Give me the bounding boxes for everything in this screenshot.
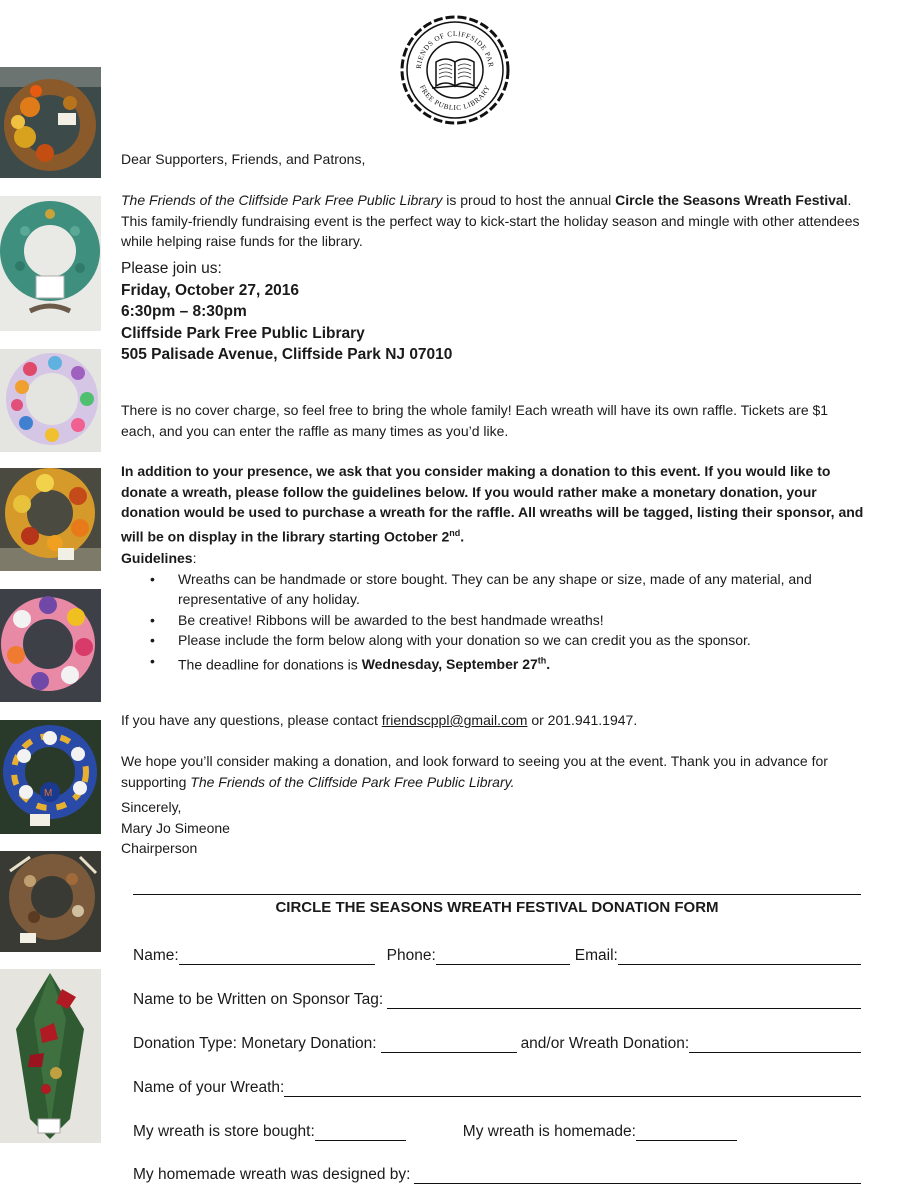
logo-top-text: RIENDS OF CLIFFSIDE PAR — [414, 29, 495, 70]
form-row-sponsor — [133, 985, 861, 1009]
guideline-deadline — [178, 651, 866, 675]
guideline-item: • Please include the form below along with your donation so we can credit you as the sponsor. — [178, 630, 866, 651]
deadline-superscript: th — [537, 655, 547, 666]
signer-title: Chairperson — [121, 840, 198, 856]
homemade-field[interactable] — [636, 1124, 737, 1141]
closing-paragraph — [121, 751, 866, 792]
appeal-end: . — [460, 528, 465, 545]
signature-block — [121, 797, 866, 859]
wreath-donation-label: and/or Wreath Donation: — [520, 1035, 690, 1052]
friends-name-italic: The Friends of the Cliffside Park Free Public Library — [121, 192, 443, 208]
hope-text: We hope you’ll consider making a donation, and look forward to seeing you at the event. Thank you in advance for supporting — [121, 753, 828, 790]
sponsor-tag-label: Name to be Written on Sponsor Tag: — [133, 991, 384, 1008]
deadline-end: . — [546, 656, 551, 673]
guideline-item: • Wreaths can be handmade or store bought. They can be any shape or size, made of any material, and representative of any holiday. — [178, 569, 866, 610]
event-date: Friday, October 27, 2016 — [121, 281, 300, 299]
form-row-contact — [133, 941, 861, 965]
fall-flower-wreath-photo — [0, 468, 101, 571]
form-row-donation-type — [133, 1029, 861, 1053]
guidelines-section — [121, 548, 866, 675]
cover-charge-paragraph: There is no cover charge, so feel free to bring the whole family! Each wreath will have its own raffle. Tickets are $1 each, and you can enter the raffle as many times as you’d like. — [121, 402, 829, 439]
name-field[interactable] — [179, 948, 375, 965]
event-venue: Cliffside Park Free Public Library — [121, 324, 365, 342]
autumn-leaf-wreath-photo — [0, 67, 101, 178]
deadline-text: The deadline for donations is — [178, 656, 362, 673]
homemade-label: My wreath is homemade: — [462, 1123, 636, 1140]
poinsettia-swag-photo — [0, 969, 101, 1143]
wreath-photo-strip — [0, 0, 101, 1200]
guidelines-heading: Guidelines — [121, 550, 193, 566]
pastel-flower-wreath-photo — [0, 349, 101, 452]
intro-end: . This family-friendly fundraising event is the perfect way to kick-start the holiday season and mingle with other attendees while helping raise funds for the library. — [121, 192, 860, 249]
phone-field[interactable] — [436, 948, 570, 965]
name-label: Name: — [133, 947, 179, 964]
wreath-name-field[interactable] — [284, 1080, 861, 1097]
wreath-donation-field[interactable] — [689, 1036, 861, 1053]
monetary-donation-field[interactable] — [381, 1036, 517, 1053]
guideline-item: • Be creative! Ribbons will be awarded to the best handmade wreaths! — [178, 610, 866, 631]
contact-phone: or 201.941.1947. — [527, 712, 638, 728]
event-time: 6:30pm – 8:30pm — [121, 303, 247, 320]
deadline-date — [362, 656, 551, 672]
designer-field[interactable] — [414, 1167, 861, 1184]
join-label: Please join us: — [121, 260, 222, 277]
contact-pre: If you have any questions, please contact — [121, 712, 382, 728]
baseball-wreath-photo — [0, 720, 101, 834]
guidelines-colon: : — [192, 550, 197, 566]
store-bought-label: My wreath is store bought: — [133, 1123, 315, 1140]
signer-name: Mary Jo Simeone — [121, 819, 230, 836]
library-logo-seal — [399, 14, 511, 126]
monetary-donation-label: Donation Type: Monetary Donation: — [133, 1035, 377, 1052]
pink-floral-wreath-photo — [0, 589, 101, 702]
phone-label: Phone: — [386, 947, 436, 964]
festival-name: Circle the Seasons Wreath Festival — [615, 192, 848, 208]
donation-appeal-paragraph — [121, 461, 866, 547]
form-divider — [133, 894, 861, 895]
contact-email-link[interactable]: friendscppl@gmail.com — [381, 712, 528, 728]
teal-flower-wreath-photo — [0, 196, 101, 331]
event-address: 505 Palisade Avenue, Cliffside Park NJ 07010 — [121, 346, 453, 363]
form-title: CIRCLE THE SEASONS WREATH FESTIVAL DONATION FORM — [275, 899, 719, 916]
store-bought-field[interactable] — [315, 1124, 406, 1141]
appeal-text: In addition to your presence, we ask that you consider making a donation to this event. If you would like to donate a wreath, please follow the guidelines below. If you would rather make a monetary donation, your donation would be used to purchase a wreath for the raffle. All wreaths will be tagged, listing their sponsor, and will be on display in the library starting October 2 — [121, 463, 864, 545]
svg-text:M: M — [44, 788, 53, 799]
contact-paragraph — [121, 710, 866, 731]
hope-italic: The Friends of the Cliffside Park Free Public Library. — [190, 773, 515, 790]
designer-label: My homemade wreath was designed by: — [133, 1166, 411, 1183]
closing-word: Sincerely, — [121, 799, 182, 815]
email-label: Email: — [574, 947, 618, 964]
email-field[interactable] — [618, 948, 861, 965]
open-book-icon — [432, 59, 478, 88]
guidelines-list — [121, 569, 866, 675]
form-row-wreath-source — [133, 1117, 861, 1141]
wreath-name-label: Name of your Wreath: — [133, 1079, 285, 1096]
salutation: Dear Supporters, Friends, and Patrons, — [121, 151, 366, 167]
logo-bottom-text: FREE PUBLIC LIBRARY — [418, 83, 493, 113]
sponsor-tag-field[interactable] — [387, 992, 861, 1009]
event-details — [121, 258, 866, 366]
appeal-superscript: nd — [449, 527, 461, 538]
intro-mid: is proud to host the annual — [442, 192, 616, 208]
form-row-designer — [133, 1160, 861, 1184]
pinecone-wreath-photo — [0, 851, 101, 952]
intro-paragraph — [121, 190, 866, 252]
form-row-wreath-name — [133, 1073, 861, 1097]
deadline-date-text: Wednesday, September 27 — [361, 656, 538, 673]
